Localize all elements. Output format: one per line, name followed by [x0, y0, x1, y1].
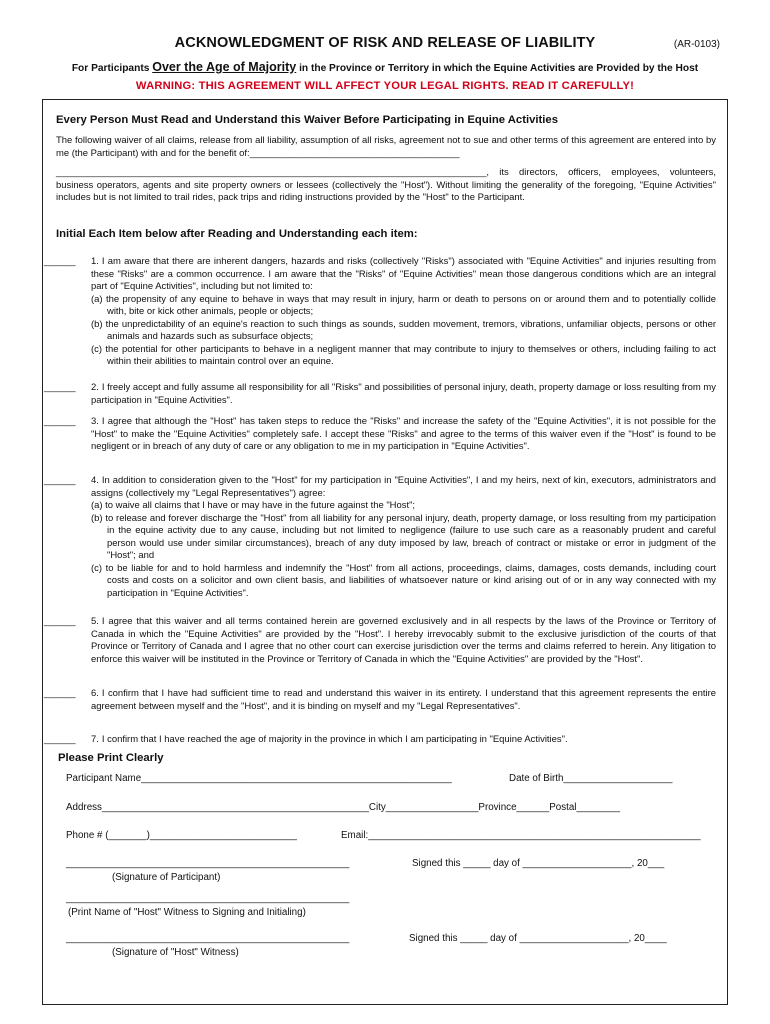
initial-blank-7[interactable]: ______ — [44, 734, 76, 745]
item-1-sub-c: (c) the potential for other participants to behave in a negligent manner that may contribute to injury to themselves or others, including failing to act within their abilities to maintain control over an equine. — [91, 343, 716, 367]
participant-signature-label: (Signature of Participant) — [112, 872, 221, 883]
item-number: 7. — [91, 734, 99, 745]
address-field[interactable]: Address_________________________________________________City_________________Province______Postal________ — [66, 802, 621, 813]
item-number: 2. — [91, 382, 99, 393]
intro-line-1: The following waiver of all claims, release from all liability, assumption of all risks, agreement not to sue and other terms of this agreement are entered into by me (the Participant) with and for the benefit of:________________________________________ — [56, 135, 716, 159]
participant-signed-date[interactable]: Signed this _____ day of ____________________, 20___ — [412, 858, 665, 869]
intro-line-2: __________________________________________________________________________________, its directors, officers, employees, volunteers, business operators, agents and site property owners or lessees (collectively the "Host"). Without limiting the generality of the foregoing, "Equine Activities" includes but is not limited to trail rides, pack trips and riding instructions provided by the "Host" to the Participant. — [56, 167, 716, 203]
item-text: I agree that although the "Host" has taken steps to reduce the "Risks" and increase the safety of the "Equine Activities", it is not possible for the "Host" to make the "Equine Activities" completely safe. I accept these "Risks" and agree to the terms of this waiver even if the "Host" is found to be negligent or in breach of any duty of care or any obligation to me in my participation in "Equine Activities". — [91, 416, 716, 452]
initial-blank-6[interactable]: ______ — [44, 688, 76, 699]
item-text: I freely accept and fully assume all responsibility for all "Risks" and possibilities of personal injury, death, property damage or loss resulting from my participation in "Equine Activities". — [91, 382, 716, 406]
item-number: 5. — [91, 616, 99, 627]
phone-field[interactable]: Phone # (_______)___________________________ — [66, 830, 297, 841]
witness-print-name-line[interactable]: ____________________________________________________ — [66, 893, 350, 904]
initial-blank-2[interactable]: ______ — [44, 382, 76, 393]
item-text: I agree that this waiver and all terms contained herein are governed exclusively and in all respects by the laws of the Province or Territory of Canada in which the "Equine Activities" are provided by the "Host". I hereby irrevocably submit to the exclusive jurisdiction of the courts of that Province or Territory of Canada and I agree that no other court can exercise jurisdiction over the terms and claims referred to herein. Any litigation to enforce this waiver will be instituted in the Province or Territory of Canada in which the "Equine Activities" are provided by the "Host". — [91, 616, 716, 665]
item-text: I confirm that I have reached the age of majority in the province in which I am participating in "Equine Activities". — [101, 734, 568, 745]
item-text: I confirm that I have had sufficient time to read and understand this waiver in its entirety. I understand that this agreement represents the entire agreement between myself and the "Host", and it is binding on myself and my "Legal Representatives". — [91, 688, 716, 712]
subtitle-post: in the Province or Territory in which the Equine Activities are Provided by the Host — [296, 63, 699, 74]
date-of-birth-field[interactable]: Date of Birth____________________ — [509, 773, 673, 784]
item-number: 4. — [91, 475, 99, 486]
witness-signature-line[interactable]: ____________________________________________________ — [66, 933, 350, 944]
initial-blank-1[interactable]: ______ — [44, 256, 76, 267]
print-heading: Please Print Clearly — [58, 752, 164, 764]
title-row — [0, 34, 770, 56]
item-text: In addition to consideration given to the "Host" for my participation in "Equine Activities", I and my heirs, next of kin, executors, administrators and assigns (collectively my "Legal Representatives") agree: — [91, 475, 716, 499]
item-4-sub-a: (a) to waive all claims that I have or may have in the future against the "Host"; — [91, 500, 416, 511]
item-text: I am aware that there are inherent dangers, hazards and risks (collectively "Risks") associated with "Equine Activities" and injuries resulting from these "Risks" are a common occurrence. I am aware that the "Risks" of "Equine Activities" mean those dangerous conditions which are an integral part of "Equine Activities", including but not limited to: — [91, 256, 716, 292]
item-4-sub-b: (b) to release and forever discharge the "Host" from all liability for any personal injury, death, property damage, or loss resulting from my participation in the equine activity due to any cause, including but not limited to negligence (failure to use such care as a reasonably prudent and careful person would use under similar circumstances), breach of any duty imposed by law, breach of contract or mistake or error in judgment of the "Host"; and — [91, 512, 716, 561]
item-number: 3. — [91, 416, 99, 427]
initial-heading: Initial Each Item below after Reading and Understanding each item: — [56, 228, 418, 240]
item-number: 6. — [91, 688, 99, 699]
intro-heading: Every Person Must Read and Understand this Waiver Before Participating in Equine Activities — [56, 114, 558, 126]
initial-blank-5[interactable]: ______ — [44, 616, 76, 627]
witness-signed-date[interactable]: Signed this _____ day of ____________________, 20____ — [409, 933, 667, 944]
initial-blank-3[interactable]: ______ — [44, 416, 76, 427]
form-code: (AR-0103) — [673, 39, 720, 50]
participant-name-field[interactable]: Participant Name_________________________________________________________ — [66, 773, 452, 784]
item-number: 1. — [91, 256, 99, 267]
item-1-sub-b: (b) the unpredictability of an equine's reaction to such things as sounds, sudden movement, tremors, vibrations, unfamiliar objects, persons or other animals and hazards such as subsurface objects; — [91, 318, 716, 342]
item-1-sub-a: (a) the propensity of any equine to behave in ways that may result in injury, harm or death to persons on or around them and to potentially collide with, bite or kick other animals, people or objects; — [91, 293, 716, 317]
document-subtitle — [0, 60, 770, 74]
participant-signature-line[interactable]: ____________________________________________________ — [66, 858, 350, 869]
document-title: ACKNOWLEDGMENT OF RISK AND RELEASE OF LIABILITY — [174, 35, 596, 51]
subtitle-emphasis: Over the Age of Majority — [152, 60, 297, 74]
warning-banner: WARNING: THIS AGREEMENT WILL AFFECT YOUR LEGAL RIGHTS. READ IT CAREFULLY! — [135, 80, 635, 92]
subtitle-pre: For Participants — [71, 63, 153, 74]
witness-signature-label: (Signature of "Host" Witness) — [112, 947, 239, 958]
initial-blank-4[interactable]: ______ — [44, 475, 76, 486]
witness-print-name-label: (Print Name of "Host" Witness to Signing and Initialing) — [68, 907, 306, 918]
email-field[interactable]: Email:_____________________________________________________________ — [341, 830, 701, 841]
item-4-sub-c: (c) to be liable for and to hold harmless and indemnify the "Host" from all actions, proceedings, claims, damages, costs demands, including court costs and costs on a solicitor and own client basis, and liabilities of whatsoever nature or kind arising out of or in any way connected with my participation in "Equine Activities". — [91, 562, 716, 599]
